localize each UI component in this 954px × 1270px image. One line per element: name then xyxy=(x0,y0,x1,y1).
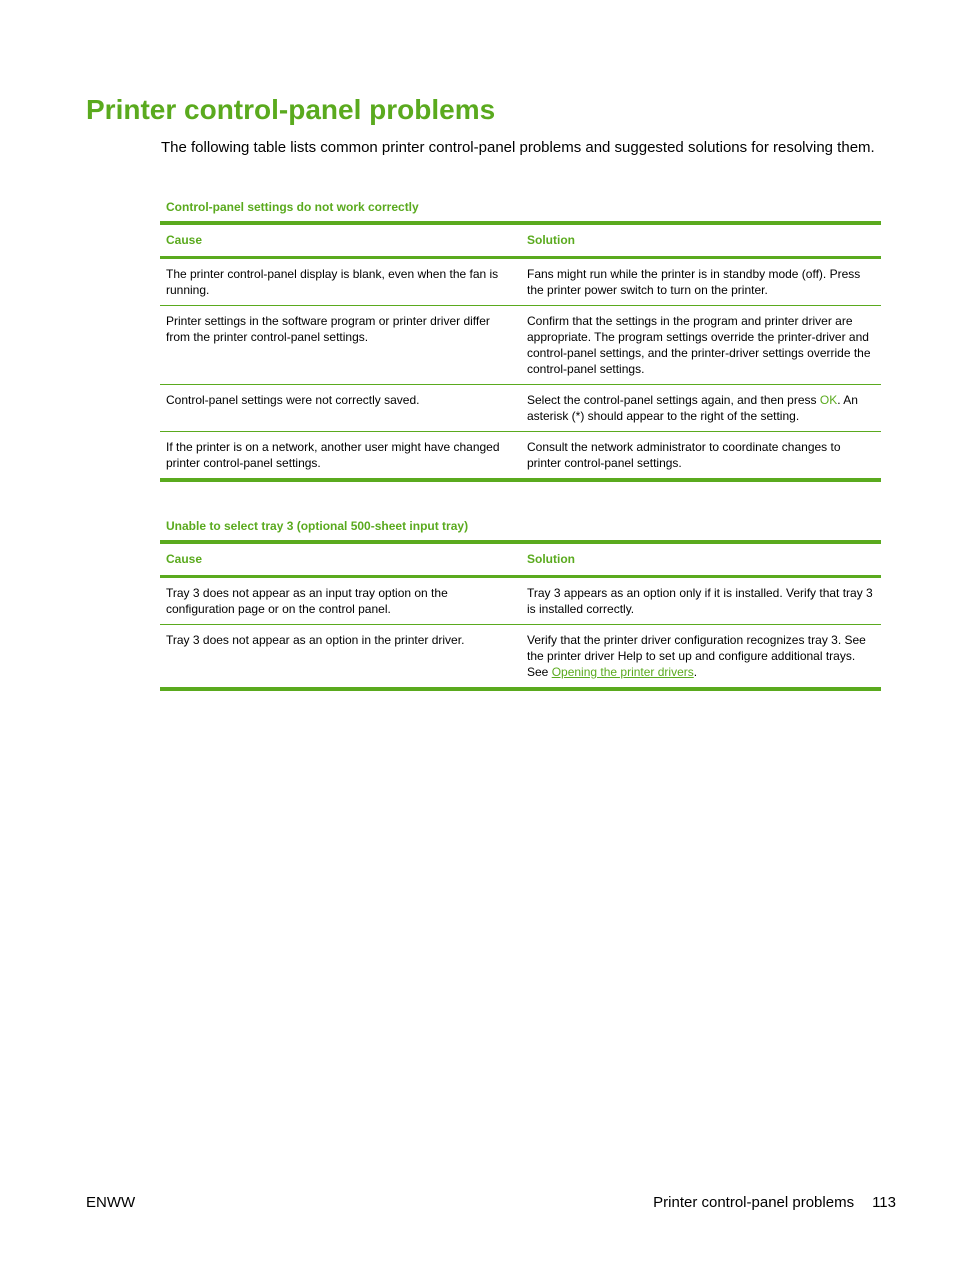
solution-cell xyxy=(521,385,881,432)
solution-text: . xyxy=(693,665,698,679)
cause-cell: Tray 3 does not appear as an input tray option on the configuration page or on the control panel. xyxy=(160,577,521,625)
column-header-cause: Cause xyxy=(160,223,521,258)
table-row xyxy=(160,385,881,432)
table-row xyxy=(160,625,881,690)
table-row xyxy=(160,432,881,481)
troubleshooting-table xyxy=(160,221,881,482)
solution-cell xyxy=(521,625,881,690)
table-caption: Unable to select tray 3 (optional 500-sheet input tray) xyxy=(166,519,469,533)
table-control-panel-settings xyxy=(160,199,881,482)
table-tray-3 xyxy=(160,518,881,691)
table-row xyxy=(160,577,881,625)
footer-section xyxy=(653,1193,896,1212)
page-number: 113 xyxy=(872,1194,896,1211)
footer-manual-code: ENWW xyxy=(86,1194,136,1211)
solution-cell: Tray 3 appears as an option only if it is installed. Verify that tray 3 is installed correctly. xyxy=(521,577,881,625)
cause-cell: Printer settings in the software program or printer driver differ from the printer control-panel settings. xyxy=(160,306,521,385)
column-header-solution: Solution xyxy=(521,223,881,258)
table-header-row xyxy=(160,223,881,258)
column-header-solution: Solution xyxy=(521,542,881,577)
table-caption: Control-panel settings do not work correctly xyxy=(166,200,419,214)
intro-paragraph: The following table lists common printer control-panel problems and suggested solutions for resolving them. xyxy=(161,139,875,156)
troubleshooting-table xyxy=(160,540,881,691)
solution-text: . An asterisk (*) should appear to the right of the setting. xyxy=(527,393,858,423)
ok-key-label: OK xyxy=(819,393,838,407)
cause-cell: Tray 3 does not appear as an option in the printer driver. xyxy=(160,625,521,690)
opening-printer-drivers-link[interactable]: Opening the printer drivers xyxy=(551,665,694,679)
solution-text: Verify that the printer driver configuration recognizes tray 3. See the printer driver Help to set up and configure additional trays. See xyxy=(527,633,866,679)
solution-cell: Consult the network administrator to coordinate changes to printer control-panel settings. xyxy=(521,432,881,481)
solution-text: Select the control-panel settings again, and then press xyxy=(527,393,820,407)
cause-cell: Control-panel settings were not correctly saved. xyxy=(160,385,521,432)
footer-section-title: Printer control-panel problems xyxy=(653,1194,855,1211)
column-header-cause: Cause xyxy=(160,542,521,577)
solution-cell: Confirm that the settings in the program and printer driver are appropriate. The program settings override the printer-driver and control-panel settings, and the printer-driver settings override the control-panel settings. xyxy=(521,306,881,385)
solution-cell: Fans might run while the printer is in standby mode (off). Press the printer power switch to turn on the printer. xyxy=(521,258,881,306)
cause-cell: The printer control-panel display is blank, even when the fan is running. xyxy=(160,258,521,306)
cause-cell: If the printer is on a network, another user might have changed printer control-panel settings. xyxy=(160,432,521,481)
page-title: Printer control-panel problems xyxy=(86,94,496,125)
table-header-row xyxy=(160,542,881,577)
table-row xyxy=(160,258,881,306)
table-row xyxy=(160,306,881,385)
